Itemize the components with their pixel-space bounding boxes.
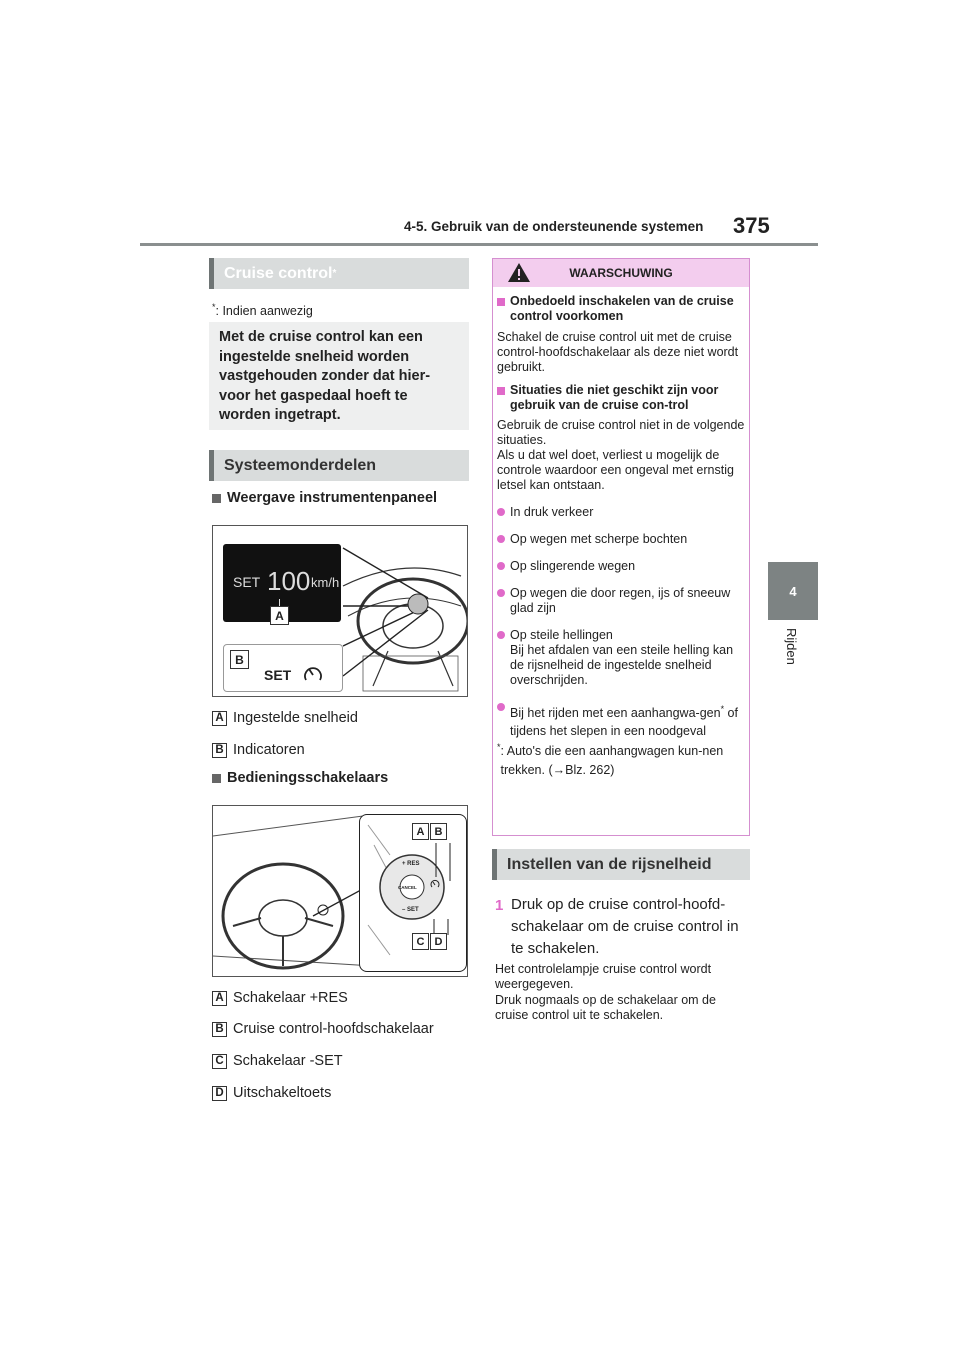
label-a: A bbox=[212, 991, 227, 1006]
warning-bullet-2 bbox=[497, 532, 745, 547]
warning-bullet-3 bbox=[497, 559, 745, 574]
display-item-a-text: Ingestelde snelheid bbox=[233, 710, 358, 726]
label-c: C bbox=[212, 1054, 227, 1069]
callout-c-switch: C bbox=[412, 933, 429, 950]
bullet-dot-icon bbox=[497, 589, 505, 597]
square-bullet-icon bbox=[497, 298, 505, 306]
switch-illustration bbox=[212, 805, 468, 977]
warning-header bbox=[493, 259, 749, 287]
switch-item-a bbox=[212, 990, 348, 1006]
square-bullet-icon bbox=[212, 494, 221, 503]
title-asterisk: * bbox=[332, 268, 337, 279]
display-subheading-text: Weergave instrumentenpaneel bbox=[227, 490, 438, 506]
warning-footnote-text: : Auto's die een aanhangwagen kun-nen trekken. (→Blz. 262) bbox=[500, 744, 724, 778]
label-d: D bbox=[212, 1086, 227, 1101]
callout-a-switch: A bbox=[412, 823, 429, 840]
step-1 bbox=[495, 897, 750, 960]
cruise-control-heading bbox=[209, 258, 469, 289]
bullet-dot-icon bbox=[497, 703, 505, 711]
cancel-switch-label: CANCEL bbox=[398, 885, 417, 890]
warning-heading-1-text: Onbedoeld inschakelen van de cruise control voorkomen bbox=[510, 294, 734, 323]
setting-note-1: Het controlelampje cruise control wordt weergegeven. bbox=[495, 962, 712, 991]
step-number: 1 bbox=[495, 897, 504, 914]
square-bullet-icon bbox=[212, 774, 221, 783]
warning-bullet-6-text-b: of tijdens het slepen in een noodgeval bbox=[510, 706, 738, 739]
main-switch-icon bbox=[430, 879, 440, 889]
warning-bullet-6-text-a: Bij het rijden met een aanhangwa-gen bbox=[510, 706, 721, 721]
callout-a-display: A bbox=[270, 606, 289, 625]
warning-box bbox=[492, 258, 750, 836]
warning-triangle-icon bbox=[507, 262, 531, 283]
label-b: B bbox=[212, 1022, 227, 1037]
display-subheading bbox=[212, 490, 437, 506]
cruise-control-title: Cruise control bbox=[224, 264, 333, 282]
switch-item-b bbox=[212, 1021, 434, 1037]
switch-item-d-text: Uitschakeltoets bbox=[233, 1085, 332, 1101]
page-number: 375 bbox=[733, 213, 770, 238]
trailer-asterisk: * bbox=[720, 704, 725, 714]
warning-text-3: Als u dat wel doet, verliest u mogelijk de controle waardoor een ongeval met ernstig letsel kan ontstaan. bbox=[497, 448, 734, 492]
section-title: 4-5. Gebruik van de ondersteunende systemen bbox=[404, 219, 704, 234]
switch-subheading bbox=[212, 770, 388, 786]
indicator-panel bbox=[223, 644, 343, 692]
square-bullet-icon bbox=[497, 387, 505, 395]
label-a: A bbox=[212, 711, 227, 726]
warning-title: WAARSCHUWING bbox=[569, 266, 673, 280]
footnote-asterisk: * bbox=[212, 302, 216, 312]
callout-d-switch: D bbox=[430, 933, 447, 950]
bullet-dot-icon bbox=[497, 535, 505, 543]
warning-heading-2 bbox=[497, 383, 745, 413]
switch-detail-panel bbox=[359, 814, 467, 972]
availability-footnote bbox=[212, 302, 313, 318]
warning-bullet-1-text: In druk verkeer bbox=[510, 505, 594, 519]
switch-item-c-text: Schakelaar -SET bbox=[233, 1053, 343, 1069]
bullet-dot-icon bbox=[497, 562, 505, 570]
set-indicator-text: SET bbox=[264, 667, 292, 683]
set-speed-value: 100 bbox=[267, 566, 311, 596]
warning-bullet-2-text: Op wegen met scherpe bochten bbox=[510, 532, 688, 546]
switch-item-a-text: Schakelaar +RES bbox=[233, 990, 348, 1006]
intro-box bbox=[209, 322, 469, 430]
display-item-b-text: Indicatoren bbox=[233, 742, 305, 758]
callout-b-display: B bbox=[230, 650, 249, 669]
res-switch-label: + RES bbox=[402, 861, 420, 867]
warning-bullet-1 bbox=[497, 505, 745, 520]
components-heading: Systeemonderdelen bbox=[209, 450, 469, 481]
instrument-panel-illustration bbox=[212, 525, 468, 697]
warning-bullet-5-title: Op steile hellingen bbox=[510, 628, 613, 642]
display-item-a bbox=[212, 710, 358, 726]
chapter-name: Rijden bbox=[784, 628, 799, 665]
setting-note-2: Druk nogmaals op de schakelaar om de cruise control uit te schakelen. bbox=[495, 993, 716, 1022]
label-b: B bbox=[212, 743, 227, 758]
warning-bullet-5 bbox=[497, 628, 745, 688]
warning-bullet-5-text: Bij het afdalen van een steile helling kan de rijsnelheid de ingestelde snelheid overschrijden. bbox=[510, 643, 734, 687]
step-1-text: Druk op de cruise control-hoofd-schakelaar om de cruise control in te schakelen. bbox=[511, 896, 739, 957]
warning-bullet-4 bbox=[497, 586, 745, 616]
chapter-tab: 4 bbox=[768, 562, 818, 620]
warning-text-2: Gebruik de cruise control niet in de volgende situaties. bbox=[497, 418, 745, 447]
switch-item-b-text: Cruise control-hoofdschakelaar bbox=[233, 1021, 434, 1037]
warning-footnote bbox=[497, 742, 745, 780]
header-divider bbox=[140, 243, 818, 246]
display-item-b bbox=[212, 742, 305, 758]
warning-heading-1 bbox=[497, 294, 745, 324]
warning-bullet-6 bbox=[497, 700, 745, 740]
set-switch-label: – SET bbox=[402, 907, 419, 913]
bullet-dot-icon bbox=[497, 631, 505, 639]
speed-unit: km/h bbox=[311, 575, 340, 590]
bullet-dot-icon bbox=[497, 508, 505, 516]
warning-bullet-3-text: Op slingerende wegen bbox=[510, 559, 636, 573]
switch-subheading-text: Bedieningsschakelaars bbox=[227, 770, 389, 786]
setting-speed-heading: Instellen van de rijsnelheid bbox=[492, 849, 750, 880]
cruise-indicator-icon bbox=[302, 663, 324, 685]
warning-footnote-asterisk: * bbox=[497, 742, 501, 753]
warning-bullet-4-text: Op wegen die door regen, ijs of sneeuw glad zijn bbox=[510, 586, 731, 615]
intro-text: Met de cruise control kan een ingestelde snelheid worden vastgehouden zonder dat hier-voor het gaspedaal hoeft te worden ingetrapt. bbox=[219, 329, 431, 423]
warning-text-1: Schakel de cruise control uit met de cruise control-hoofdschakelaar als deze niet wordt gebruikt. bbox=[497, 330, 739, 374]
switch-item-c bbox=[212, 1053, 343, 1069]
set-indicator: SET bbox=[233, 574, 261, 590]
callout-b-switch: B bbox=[430, 823, 447, 840]
footnote-text: : Indien aanwezig bbox=[215, 304, 313, 319]
warning-heading-2-text: Situaties die niet geschikt zijn voor gebruik van de cruise con-trol bbox=[510, 383, 719, 412]
switch-item-d bbox=[212, 1085, 331, 1101]
